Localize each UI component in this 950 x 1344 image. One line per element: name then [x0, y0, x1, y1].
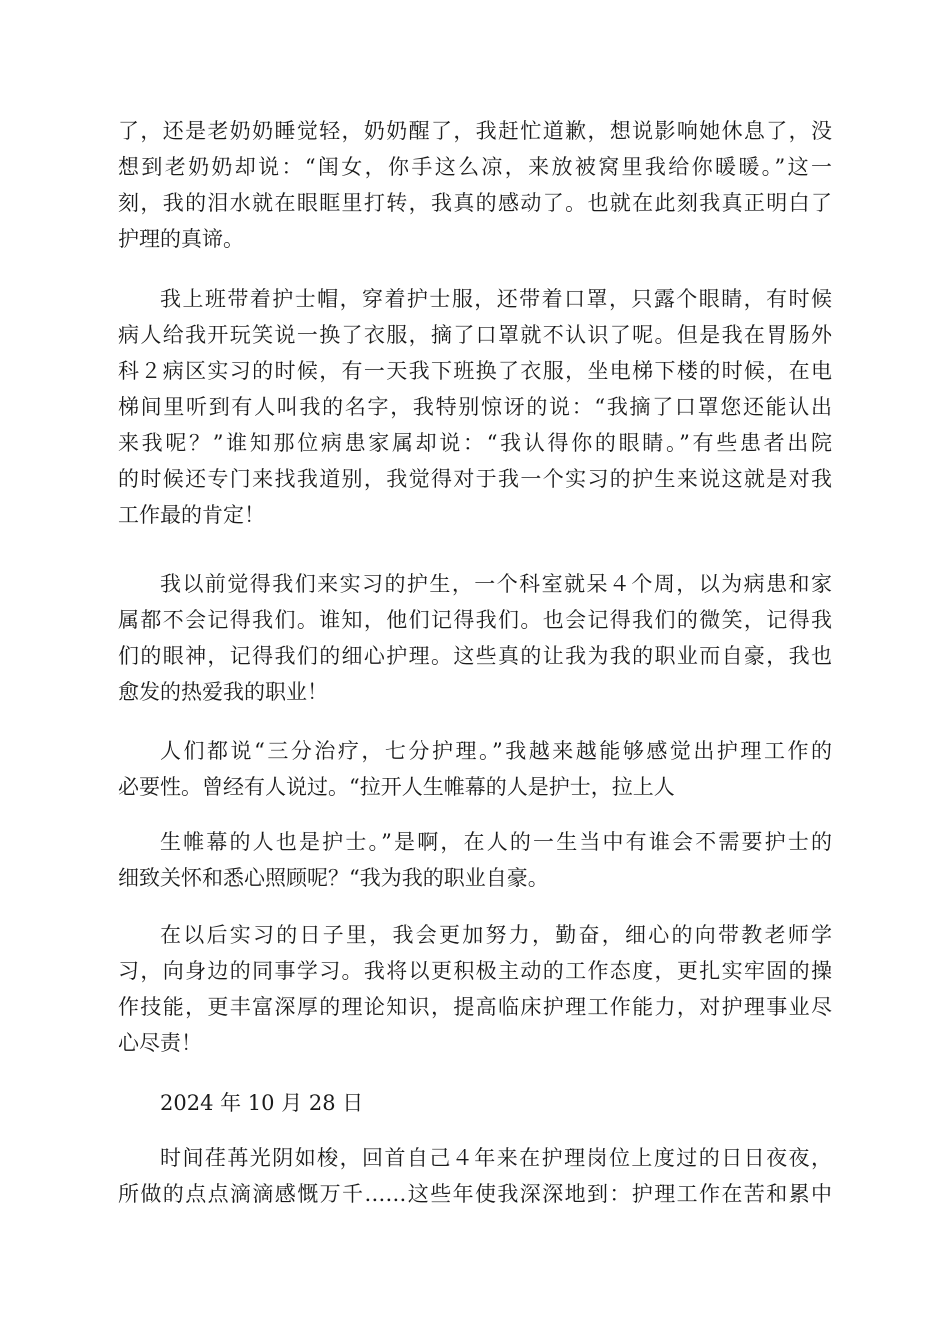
- paragraph-5: [118, 824, 832, 896]
- paragraph-line: 工作最的肯定！: [118, 503, 265, 527]
- date-line: [118, 1085, 832, 1121]
- paragraph-line: 刻，我的泪水就在眼眶里打转，我真的感动了。也就在此刻我真正明白了: [118, 191, 832, 215]
- paragraph-line: 生帷幕的人也是护士。”是啊，在人的一生当中有谁会不需要护士的: [160, 830, 832, 854]
- date-text: 2024 年 10 月 28 日: [160, 1091, 364, 1115]
- paragraph-2: [118, 281, 832, 533]
- paragraph-line: 时间荏苒光阴如梭，回首自己４年来在护理岗位上度过的日日夜夜，: [160, 1146, 832, 1170]
- paragraph-line: 来我呢？”谁知那位病患家属却说：“我认得你的眼睛。”有些患者出院: [118, 431, 832, 455]
- paragraph-line: 我上班带着护士帽，穿着护士服，还带着口罩，只露个眼睛，有时候: [160, 287, 832, 311]
- paragraph-line: 必要性。曾经有人说过。“拉开人生帷幕的人是护士，拉上人: [118, 775, 675, 799]
- paragraph-line: 愈发的热爱我的职业！: [118, 680, 328, 704]
- paragraph-line: 属都不会记得我们。谁知，他们记得我们。也会记得我们的微笑，记得我: [118, 608, 832, 632]
- paragraph-line: 习，向身边的同事学习。我将以更积极主动的工作态度，更扎实牢固的操: [118, 959, 832, 983]
- paragraph-line: 所做的点点滴滴感慨万千……这些年使我深深地到：护理工作在苦和累中: [118, 1182, 832, 1206]
- paragraph-line: 病人给我开玩笑说一换了衣服，摘了口罩就不认识了呢。但是我在胃肠外: [118, 323, 832, 347]
- paragraph-line: 心尽责！: [118, 1031, 202, 1055]
- paragraph-line: 在以后实习的日子里，我会更加努力，勤奋，细心的向带教老师学: [160, 923, 832, 947]
- paragraph-line: 想到老奶奶却说：“闺女，你手这么凉，来放被窝里我给你暖暖。”这一: [118, 155, 832, 179]
- paragraph-3: [118, 566, 832, 710]
- paragraph-line: 梯间里听到有人叫我的名字，我特别惊讶的说：“我摘了口罩您还能认出: [118, 395, 832, 419]
- paragraph-line: 我以前觉得我们来实习的护生，一个科室就呆４个周，以为病患和家: [160, 572, 832, 596]
- paragraph-line: 们的眼神，记得我们的细心护理。这些真的让我为我的职业而自豪，我也: [118, 644, 832, 668]
- paragraph-4: [118, 733, 832, 805]
- paragraph-line: 人们都说“三分治疗，七分护理。”我越来越能够感觉出护理工作的: [160, 739, 832, 763]
- paragraph-line: 了，还是老奶奶睡觉轻，奶奶醒了，我赶忙道歉，想说影响她休息了，没: [118, 119, 832, 143]
- paragraph-line: 护理的真谛。: [118, 227, 244, 251]
- paragraph-line: 的时候还专门来找我道别，我觉得对于我一个实习的护生来说这就是对我: [118, 467, 832, 491]
- paragraph-8: [118, 1140, 832, 1212]
- paragraph-line: 科２病区实习的时候，有一天我下班换了衣服，坐电梯下楼的时候，在电: [118, 359, 832, 383]
- paragraph-1: [118, 113, 832, 257]
- paragraph-6: [118, 917, 832, 1061]
- paragraph-line: 细致关怀和悉心照顾呢？“我为我的职业自豪。: [118, 866, 549, 890]
- paragraph-line: 作技能，更丰富深厚的理论知识，提高临床护理工作能力，对护理事业尽: [118, 995, 832, 1019]
